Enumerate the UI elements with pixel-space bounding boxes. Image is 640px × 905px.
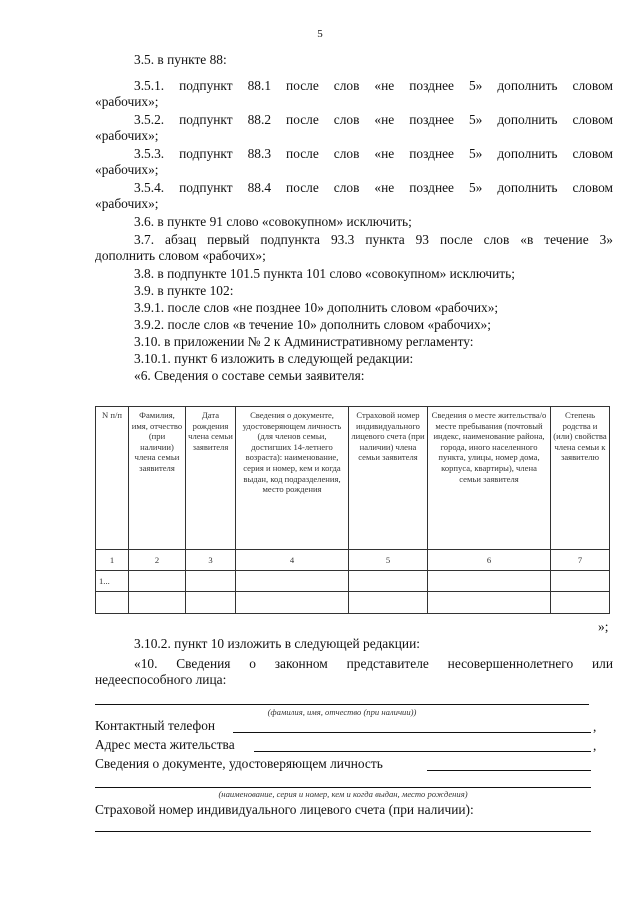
table-cell <box>186 592 236 614</box>
item-3-5-3-cont: «рабочих»; <box>95 162 159 177</box>
number-cell: 2 <box>129 550 186 571</box>
table-cell <box>96 592 129 614</box>
document-field-line-2 <box>95 787 591 788</box>
table-cell <box>129 570 186 592</box>
table-cell <box>428 570 551 592</box>
snils-label: Страховой номер индивидуального лицевого счета (при наличии): <box>95 802 474 817</box>
table-cell <box>428 592 551 614</box>
header-cell: Сведения о документе, удостоверяющем личность (для членов семьи, достигших 14-летнего возраста): наименование, серия и номер, кем и когда выдан, код подразделения, место рождения <box>236 407 349 550</box>
item-3-6: 3.6. в пункте 91 слово «совокупном» исключить; <box>134 214 412 229</box>
table-cell <box>551 570 610 592</box>
item-3-9-1: 3.9.1. после слов «не позднее 10» дополнить словом «рабочих»; <box>134 300 499 315</box>
table-cell <box>236 592 349 614</box>
table-cell: 1... <box>96 570 129 592</box>
section-10-heading: «10. Сведения о законном представителе несовершеннолетнего или <box>134 656 613 671</box>
item-3-10-1: 3.10.1. пункт 6 изложить в следующей редакции: <box>134 351 414 366</box>
phone-end-comma: , <box>593 719 597 734</box>
address-label: Адрес места жительства <box>95 737 235 752</box>
header-cell: Дата рождения члена семьи заявителя <box>186 407 236 550</box>
table-cell <box>129 592 186 614</box>
item-3-7-cont: дополнить словом «рабочих»; <box>95 248 266 263</box>
item-3-5: 3.5. в пункте 88: <box>134 52 227 67</box>
phone-field-line <box>233 732 591 733</box>
table-row <box>96 592 610 614</box>
number-cell: 7 <box>551 550 610 571</box>
phone-label: Контактный телефон <box>95 718 216 733</box>
document-label: Сведения о документе, удостоверяющем личность <box>95 756 383 771</box>
item-3-9-2: 3.9.2. после слов «в течение 10» дополнить словом «рабочих»; <box>134 317 491 332</box>
table-cell <box>551 592 610 614</box>
header-cell: Страховой номер индивидуального лицевого счета (при наличии) члена семьи заявителя <box>349 407 428 550</box>
item-3-5-4-cont: «рабочих»; <box>95 196 159 211</box>
item-3-8: 3.8. в подпункте 101.5 пункта 101 слово «совокупном» исключить; <box>134 266 515 281</box>
item-3-7: 3.7. абзац первый подпункта 93.3 пункта 93 после слов «в течение 3» <box>134 232 613 247</box>
table-cell <box>349 592 428 614</box>
header-cell: N п/п <box>96 407 129 550</box>
page-number: 5 <box>317 28 323 40</box>
table-heading: «6. Сведения о составе семьи заявителя: <box>134 368 365 383</box>
section-10-heading-cont: недееспособного лица: <box>95 672 227 687</box>
number-cell: 6 <box>428 550 551 571</box>
address-field-line <box>254 751 591 752</box>
address-end-comma: , <box>593 738 597 753</box>
number-cell: 4 <box>236 550 349 571</box>
item-3-5-1-cont: «рабочих»; <box>95 94 159 109</box>
name-field-line <box>95 704 589 705</box>
number-cell: 3 <box>186 550 236 571</box>
table-row <box>96 570 610 592</box>
table-cell <box>236 570 349 592</box>
table-number-row <box>96 550 610 571</box>
document-caption: (наименование, серия и номер, кем и когда выдан, место рождения) <box>218 789 468 799</box>
table-header-row <box>96 407 610 550</box>
number-cell: 1 <box>96 550 129 571</box>
table-end-mark: »; <box>598 619 609 634</box>
header-cell: Фамилия, имя, отчество (при наличии) члена семьи заявителя <box>129 407 186 550</box>
item-3-5-2: 3.5.2. подпункт 88.2 после слов «не позднее 5» дополнить словом <box>134 112 613 127</box>
name-caption: (фамилия, имя, отчество (при наличии)) <box>267 707 417 717</box>
document-field-line <box>427 770 591 771</box>
header-cell: Сведения о месте жительства/о месте пребывания (почтовый индекс, наименование района, города, иного населенного пункта, улицы, номер дома, корпуса, квартиры), члена семьи заявителя <box>428 407 551 550</box>
family-table <box>95 406 610 614</box>
item-3-5-1: 3.5.1. подпункт 88.1 после слов «не позднее 5» дополнить словом <box>134 78 613 93</box>
item-3-10: 3.10. в приложении № 2 к Административному регламенту: <box>134 334 474 349</box>
item-3-5-4: 3.5.4. подпункт 88.4 после слов «не позднее 5» дополнить словом <box>134 180 613 195</box>
item-3-5-3: 3.5.3. подпункт 88.3 после слов «не позднее 5» дополнить словом <box>134 146 613 161</box>
item-3-5-2-cont: «рабочих»; <box>95 128 159 143</box>
table-cell <box>349 570 428 592</box>
number-cell: 5 <box>349 550 428 571</box>
snils-field-line <box>95 831 591 832</box>
table-cell <box>186 570 236 592</box>
header-cell: Степень родства и (или) свойства члена семьи к заявителю <box>551 407 610 550</box>
item-3-9: 3.9. в пункте 102: <box>134 283 234 298</box>
item-3-10-2: 3.10.2. пункт 10 изложить в следующей редакции: <box>134 636 420 651</box>
